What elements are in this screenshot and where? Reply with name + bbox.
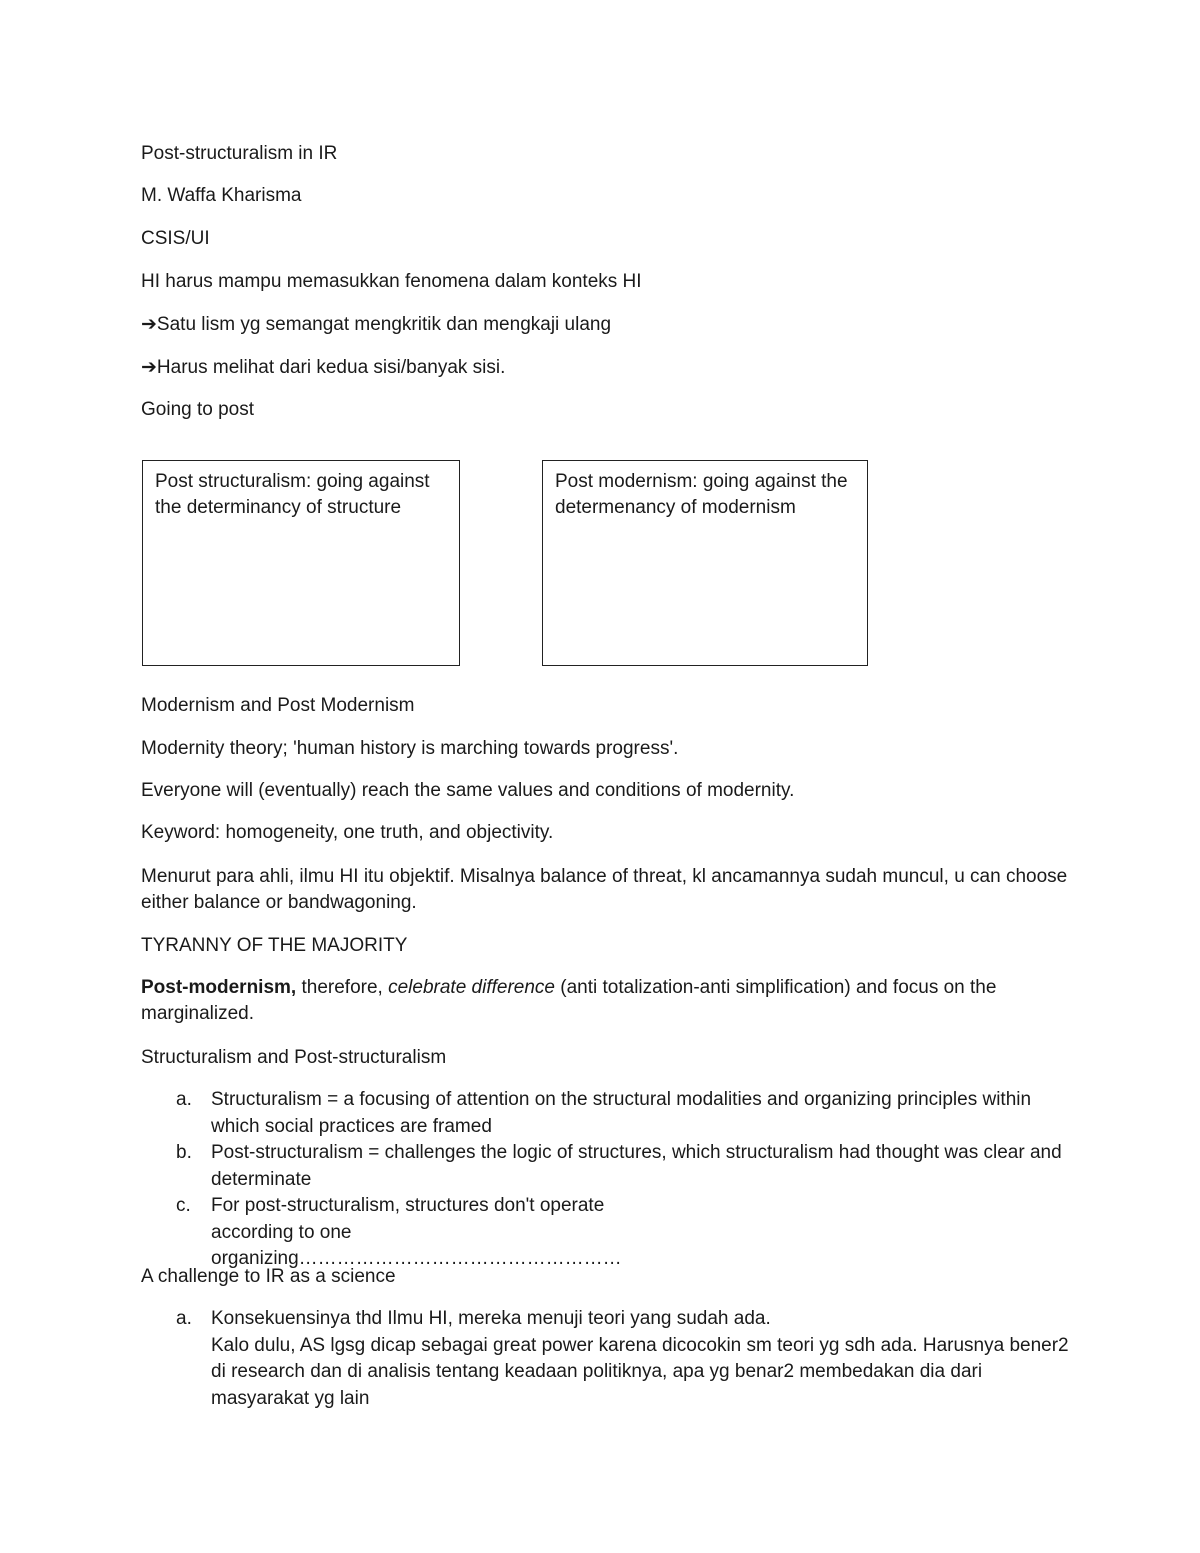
structuralism-list xyxy=(141,1087,1071,1273)
arrow-point-2: ➔Harus melihat dari kedua sisi/banyak sisi. xyxy=(141,357,506,378)
post-structuralism-box-text: Post structuralism: going against the determinancy of structure xyxy=(155,471,430,518)
tyranny-heading: TYRANNY OF THE MAJORITY xyxy=(141,935,408,956)
arrow-point-1: ➔Satu lism yg semangat mengkritik dan mengkaji ulang xyxy=(141,314,612,335)
post-modernism-box-text: Post modernism: going against the determenancy of modernism xyxy=(555,471,848,518)
affiliation: CSIS/UI xyxy=(141,228,210,249)
post-modernism-box xyxy=(542,460,868,666)
list-item-text: Post-structuralism = challenges the logic of structures, which structuralism had thought was clear and determinate xyxy=(211,1142,1062,1190)
challenge-heading: A challenge to IR as a science xyxy=(141,1266,396,1287)
modernity-theory: Modernity theory; 'human history is marching towards progress'. xyxy=(141,738,679,759)
everyone-text: Everyone will (eventually) reach the same values and conditions of modernity. xyxy=(141,780,795,801)
going-to-post: Going to post xyxy=(141,399,255,420)
list-item-text: Structuralism = a focusing of attention on the structural modalities and organizing principles within which social practices are framed xyxy=(211,1089,1032,1137)
menurut-paragraph: Menurut para ahli, ilmu HI itu objektif. Misalnya balance of threat, kl ancamannya sudah muncul, u can choose either balance or bandwagoning. xyxy=(141,866,1068,913)
modernism-heading: Modernism and Post Modernism xyxy=(141,695,415,716)
post-modernism-paragraph xyxy=(141,975,1071,1027)
keyword-text: Keyword: homogeneity, one truth, and objectivity. xyxy=(141,822,554,843)
list-item-text-line-2: Kalo dulu, AS lgsg dicap sebagai great power karena dicocokin sm teori yg sdh ada. Harusnya bener2 di research dan di analisis tentang keadaan politiknya, apa yg benar2 membedakan dia dari masyarakat yg lain xyxy=(211,1334,1069,1409)
post-modernism-rest: (anti totalization-anti simplification) and focus on the marginalized. xyxy=(141,977,997,1024)
list-item xyxy=(141,1193,1071,1273)
challenge-list xyxy=(141,1306,1071,1412)
post-modernism-bold: Post-modernism, xyxy=(141,977,297,998)
list-item xyxy=(141,1140,1071,1193)
author-name: M. Waffa Kharisma xyxy=(141,185,302,206)
list-marker: b. xyxy=(176,1142,192,1163)
list-item xyxy=(141,1087,1071,1140)
list-marker: c. xyxy=(176,1195,191,1216)
list-item-text: For post-structuralism, structures don't operate according to one organizing…………………………………………… xyxy=(211,1195,622,1269)
list-item-text-line-1: Konsekuensinya thd Ilmu HI, mereka menuji teori yang sudah ada. xyxy=(211,1308,771,1329)
list-marker: a. xyxy=(176,1308,192,1329)
document-title: Post-structuralism in IR xyxy=(141,143,338,164)
post-modernism-mid: therefore, xyxy=(296,977,389,998)
list-item xyxy=(141,1306,1071,1412)
list-marker: a. xyxy=(176,1089,192,1110)
intro-text: HI harus mampu memasukkan fenomena dalam konteks HI xyxy=(141,271,642,292)
post-structuralism-box xyxy=(142,460,460,666)
structuralism-heading: Structuralism and Post-structuralism xyxy=(141,1047,447,1068)
celebrate-difference-italic: celebrate difference xyxy=(388,977,555,998)
